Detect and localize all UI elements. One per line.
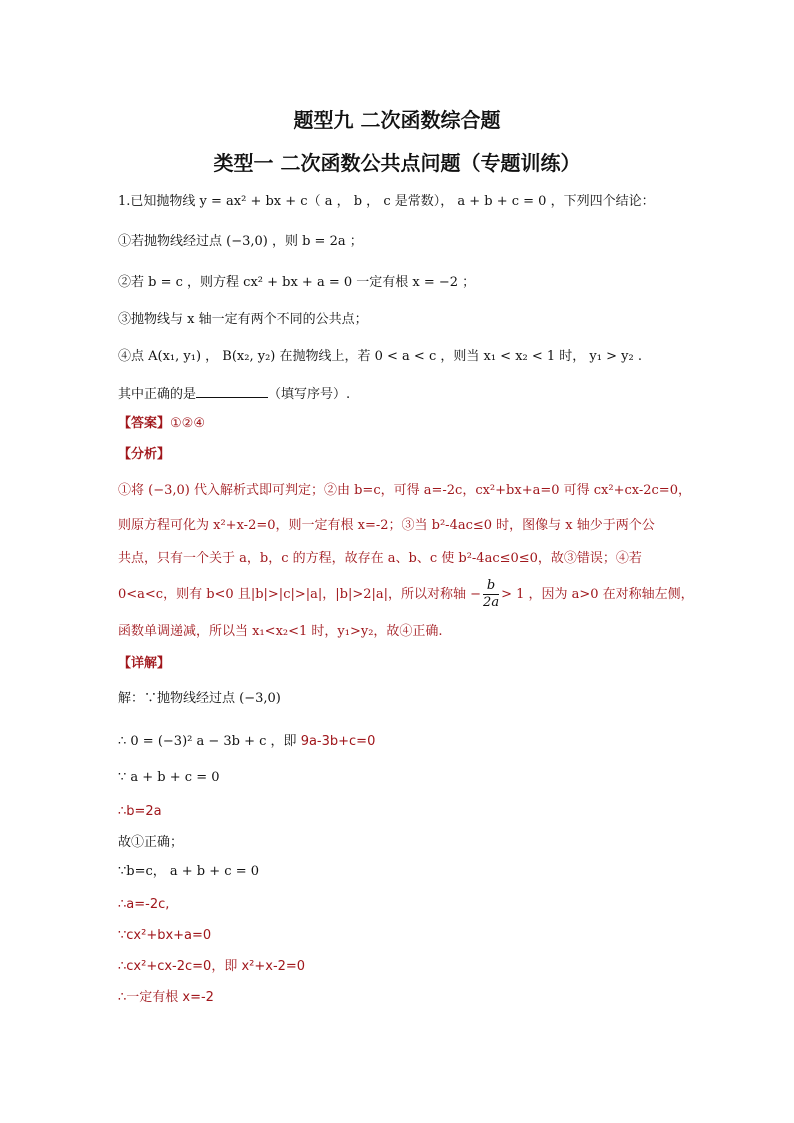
answer-value: ①②④ xyxy=(170,416,205,431)
analysis-line-4 xyxy=(118,578,718,612)
detail-line-8: ∵cx²+bx+a=0 xyxy=(118,928,212,943)
detail-line-1: 解：∵抛物线经过点 (−3,0) xyxy=(118,691,281,706)
detail-line-9: ∴cx²+cx-2c=0，即 x²+x-2=0 xyxy=(118,959,306,974)
analysis-line-1: ①将 (−3,0) 代入解析式即可判定；②由 b=c，可得 a=-2c，cx²+bx+a=0 可得 cx²+cx-2c=0， xyxy=(118,483,691,498)
conclusion-3: ③抛物线与 x 轴一定有两个不同的公共点； xyxy=(118,312,368,327)
detail-line-2 xyxy=(118,733,718,751)
detail-line-5: 故①正确； xyxy=(118,835,184,850)
fraction-numerator: b xyxy=(483,578,499,595)
detail-line-6: ∵b=c， a + b + c = 0 xyxy=(118,864,259,879)
analysis-line-2: 则原方程可化为 x²+x-2=0，则一定有根 x=-2；③当 b²-4ac≤0 时，图像与 x 轴少于两个公 xyxy=(118,518,655,533)
answer-label: 【答案】 xyxy=(118,416,171,431)
detail-line-3: ∵ a + b + c = 0 xyxy=(118,770,220,785)
analysis-line-3: 共点，只有一个关于 a，b，c 的方程，故存在 a、b、c 使 b²-4ac≤0≤0，故③错误；④若 xyxy=(118,551,642,566)
question-prompt xyxy=(118,385,718,404)
detail-line-2a: ∴ 0 = (−3)² a − 3b + c ，即 xyxy=(118,734,301,749)
analysis-line-5: 函数单调递减，所以当 x₁<x₂<1 时，y₁>y₂，故④正确. xyxy=(118,624,443,639)
detail-line-4: ∴b=2a xyxy=(118,804,162,819)
analysis-label: 【分析】 xyxy=(118,447,171,462)
detail-label: 【详解】 xyxy=(118,656,171,671)
answer-line xyxy=(118,415,718,433)
conclusion-2: ②若 b = c ，则方程 cx² + bx + a = 0 一定有根 x = −2 ； xyxy=(118,275,476,290)
axis-fraction xyxy=(483,578,499,611)
detail-line-10: ∴一定有根 x=-2 xyxy=(118,990,214,1005)
conclusion-1: ①若抛物线经过点 (−3,0) ，则 b = 2a ； xyxy=(118,234,363,249)
fraction-denominator: 2a xyxy=(483,595,500,610)
answer-blank xyxy=(196,385,268,398)
analysis-line-4b: > 1 ，因为 a>0 在对称轴左侧， xyxy=(501,587,694,602)
detail-line-2b: 9a-3b+c=0 xyxy=(300,734,376,749)
prompt-text: 其中正确的是 xyxy=(118,387,197,402)
question-stem: 1.已知抛物线 y = ax² + bx + c（ a ， b ， c 是常数）， a + b + c = 0 ，下列四个结论： xyxy=(118,194,655,209)
detail-line-7: ∴a=-2c, xyxy=(118,897,170,912)
analysis-line-4a: 0<a<c，则有 b<0 且|b|>|c|>|a|，|b|>2|a|，所以对称轴 − xyxy=(118,587,482,602)
page-title: 题型九 二次函数综合题 xyxy=(293,108,501,132)
prompt-suffix: （填写序号）. xyxy=(268,387,351,402)
conclusion-4: ④点 A(x₁, y₁) ， B(x₂, y₂) 在抛物线上，若 0 < a < c ，则当 x₁ < x₂ < 1 时， y₁ > y₂ . xyxy=(118,349,642,364)
page-subtitle: 类型一 二次函数公共点问题（专题训练） xyxy=(213,151,581,175)
